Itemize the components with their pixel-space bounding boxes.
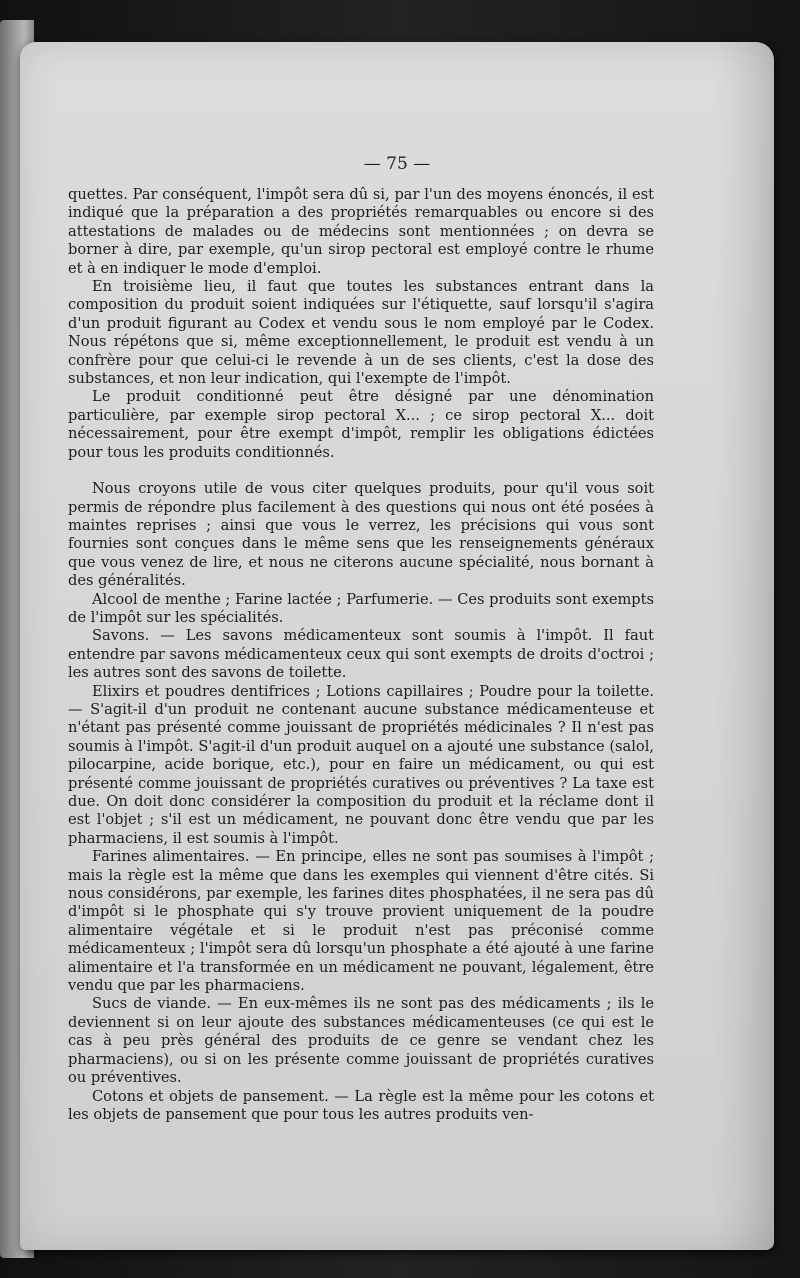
page-fold-shadow xyxy=(714,42,774,1250)
paragraph-examples-intro: Nous croyons utile de vous citer quelques produits, pour qu'il vous soit permis de répondre plus facilement à des questions qui nous ont été posées à maintes reprises ; ainsi que vous le verrez, les précisions qui vous sont fournies sont conçues dans le même sens que les renseignements généraux que vous venez de lire, et nous ne citerons aucune spécialité, nous bornant à des généralités. xyxy=(68,480,654,590)
paragraph-cotons: Cotons et objets de pansement. — La règle est la même pour les cotons et les objets de pansement que pour tous les autres produits ven- xyxy=(68,1087,654,1123)
paragraph-elixirs: Elixirs et poudres dentifrices ; Lotions capillaires ; Poudre pour la toilette. — S'agit-il d'un produit ne contenant aucune substance médicamenteuse et n'étant pas présenté comme jouissant de propriétés médicinales ? Il n'est pas soumis à l'impôt. S'agit-il d'un produit auquel on a ajouté une substance (salol, pilocarpine, acide borique, etc.), pour en faire un médicament, ou qui est présenté comme jouissant de propriétés curatives ou préventives ? La taxe est due. On doit donc considérer la composition du produit et la réclame dont il est l'objet ; s'il est un médicament, ne pouvant donc être vendu que par les pharmaciens, il est soumis à l'impôt. xyxy=(68,682,654,847)
page-sheet xyxy=(20,42,774,1250)
paragraph-savons: Savons. — Les savons médicamenteux sont soumis à l'impôt. Il faut entendre par savons médicamenteux ceux qui sont exempts de droits d'octroi ; les autres sont des savons de toilette. xyxy=(68,627,654,682)
body-text xyxy=(68,186,654,1124)
paragraph-alcool-menthe: Alcool de menthe ; Farine lactée ; Parfumerie. — Ces produits sont exempts de l'impôt sur les spécialités. xyxy=(68,590,654,626)
paragraph-third-point: En troisième lieu, il faut que toutes les substances entrant dans la composition du produit soient indiquées sur l'étiquette, sauf lorsqu'il s'agira d'un produit figurant au Codex et vendu sous le nom employé par le Codex. Nous répétons que si, même exceptionnellement, le produit est vendu à un confrère pour que celui-ci le revende à un de ses clients, c'est la dose des substances, et non leur indication, qui l'exempte de l'impôt. xyxy=(68,278,654,388)
paragraph-denomination: Le produit conditionné peut être désigné par une dénomination particulière, par exemple sirop pectoral X... ; ce sirop pectoral X... doit nécessairement, pour être exempt d'impôt, remplir les obligations édictées pour tous les produits conditionnés. xyxy=(68,388,654,461)
paragraph-continuation: quettes. Par conséquent, l'impôt sera dû si, par l'un des moyens énoncés, il est indiqué que la préparation a des propriétés remarquables ou encore si des attestations de malades ou de médecins sont mentionnées ; on devra se borner à dire, par exemple, qu'un sirop pectoral est employé contre le rhume et à en indiquer le mode d'emploi. xyxy=(68,186,654,277)
page-number: — 75 — xyxy=(363,154,431,174)
paragraph-farines: Farines alimentaires. — En principe, elles ne sont pas soumises à l'impôt ; mais la règle est la même que dans les exemples qui viennent d'être cités. Si nous considérons, par exemple, les farines dites phosphatées, il ne sera pas dû d'impôt si le phosphate qui s'y trouve provient uniquement de la poudre alimentaire végétale et si le produit n'est pas préconisé comme médicamenteux ; l'impôt sera dû lorsqu'un phosphate a été ajouté à une farine alimentaire et l'a transformée en un médicament ne pouvant, légalement, être vendu que par les pharmaciens. xyxy=(68,848,654,995)
paragraph-sucs-viande: Sucs de viande. — En eux-mêmes ils ne sont pas des médicaments ; ils le deviennent si on leur ajoute des substances médicamenteuses (ce qui est le cas à peu près général des produits de ce genre se vendant chez les pharmaciens), ou si on les présente comme jouissant de propriétés curatives ou préventives. xyxy=(68,995,654,1087)
